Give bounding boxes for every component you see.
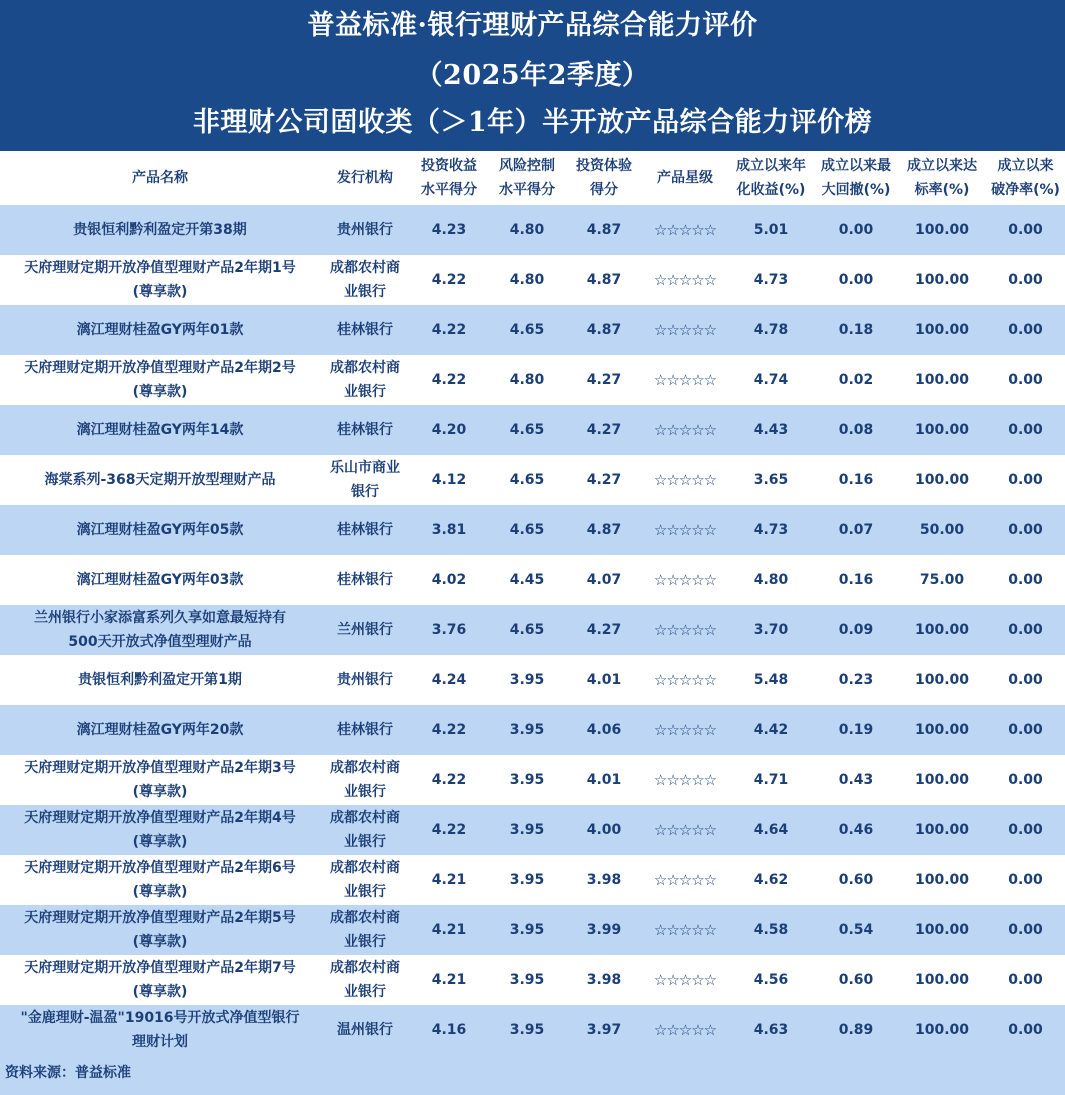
hit-rate: 100.00 [914,972,970,988]
star-icon: ☆☆☆☆☆ [653,921,717,939]
star-rating [642,305,728,355]
max-drawdown: 0.16 [838,572,874,588]
risk-score: 3.95 [509,922,545,938]
star-rating [642,805,728,855]
return-score: 4.21 [431,972,467,988]
risk-score: 3.95 [509,672,545,688]
break-rate: 0.00 [1008,872,1043,888]
star-icon: ☆☆☆☆☆ [653,371,717,389]
star-rating [642,355,728,405]
star-icon: ☆☆☆☆☆ [653,671,717,689]
issuer: 成都农村商 业银行 [330,860,400,900]
risk-score: 3.95 [509,972,545,988]
col-header-risk-score: 风险控制 水平得分 [499,158,555,198]
max-drawdown: 0.08 [838,422,874,438]
return-score: 4.22 [431,322,467,338]
experience-score: 4.87 [586,222,622,238]
table-row [0,305,1065,355]
hit-rate: 100.00 [914,622,970,638]
risk-score: 4.65 [509,322,545,338]
break-rate: 0.00 [1008,1022,1043,1038]
col-header-star-rating: 产品星级 [657,170,713,186]
star-icon: ☆☆☆☆☆ [653,471,717,489]
annual-return: 4.73 [753,522,789,538]
risk-score: 3.95 [509,772,545,788]
hit-rate: 100.00 [914,472,970,488]
table-row [0,455,1065,505]
star-icon: ☆☆☆☆☆ [653,721,717,739]
experience-score: 3.99 [586,922,622,938]
col-header-issuer: 发行机构 [337,170,393,186]
table-row [0,405,1065,455]
annual-return: 4.62 [753,872,789,888]
risk-score: 4.65 [509,622,545,638]
issuer: 桂林银行 [337,422,393,438]
break-rate: 0.00 [1008,522,1043,538]
experience-score: 3.97 [586,1022,622,1038]
break-rate: 0.00 [1008,922,1043,938]
star-icon: ☆☆☆☆☆ [653,871,717,889]
issuer: 兰州银行 [337,622,393,638]
experience-score: 4.01 [586,772,622,788]
star-icon: ☆☆☆☆☆ [653,971,717,989]
max-drawdown: 0.89 [838,1022,874,1038]
star-rating [642,1005,728,1055]
star-icon: ☆☆☆☆☆ [653,621,717,639]
star-rating [642,755,728,805]
risk-score: 4.80 [509,222,545,238]
experience-score: 4.27 [586,472,622,488]
star-icon: ☆☆☆☆☆ [653,571,717,589]
star-rating [642,555,728,605]
return-score: 4.16 [431,1022,467,1038]
annual-return: 4.58 [753,922,789,938]
product-name: 天府理财定期开放净值型理财产品2年期7号 (尊享款) [24,960,296,1000]
experience-score: 4.87 [586,322,622,338]
experience-score: 3.98 [586,972,622,988]
hit-rate: 100.00 [914,1022,970,1038]
break-rate: 0.00 [1008,472,1043,488]
issuer: 成都农村商 业银行 [330,810,400,850]
table-row [0,1005,1065,1055]
star-icon: ☆☆☆☆☆ [653,321,717,339]
max-drawdown: 0.09 [838,622,874,638]
annual-return: 4.64 [753,822,789,838]
experience-score: 4.01 [586,672,622,688]
risk-score: 3.95 [509,722,545,738]
experience-score: 4.07 [586,572,622,588]
title-line-1: 普益标准·银行理财产品综合能力评价 [307,10,758,41]
max-drawdown: 0.16 [838,472,874,488]
return-score: 4.22 [431,272,467,288]
star-rating [642,455,728,505]
product-name: 漓江理财桂盈GY两年05款 [76,522,244,538]
max-drawdown: 0.07 [838,522,874,538]
hit-rate: 100.00 [914,922,970,938]
return-score: 3.81 [431,522,467,538]
hit-rate: 75.00 [919,572,965,588]
return-score: 4.21 [431,872,467,888]
break-rate: 0.00 [1008,422,1043,438]
annual-return: 4.78 [753,322,789,338]
title-line-2: （2025年2季度） [415,60,650,91]
hit-rate: 100.00 [914,272,970,288]
star-rating [642,605,728,655]
product-name: 海棠系列-368天定期开放型理财产品 [44,472,276,488]
max-drawdown: 0.54 [838,922,874,938]
table-row [0,855,1065,905]
star-rating [642,255,728,305]
star-rating [642,705,728,755]
col-header-product-name: 产品名称 [132,170,188,186]
star-rating [642,205,728,255]
experience-score: 4.06 [586,722,622,738]
break-rate: 0.00 [1008,572,1043,588]
issuer: 桂林银行 [337,322,393,338]
star-rating [642,405,728,455]
break-rate: 0.00 [1008,822,1043,838]
table-row [0,705,1065,755]
annual-return: 4.74 [753,372,789,388]
star-icon: ☆☆☆☆☆ [653,271,717,289]
star-icon: ☆☆☆☆☆ [653,771,717,789]
risk-score: 3.95 [509,822,545,838]
experience-score: 4.00 [586,822,622,838]
risk-score: 4.80 [509,372,545,388]
product-name: 漓江理财桂盈GY两年01款 [76,322,244,338]
col-header-annual-return: 成立以来年 化收益(%) [736,158,806,198]
table-row [0,355,1065,405]
product-name: 漓江理财桂盈GY两年14款 [76,422,244,438]
product-name: 漓江理财桂盈GY两年03款 [76,572,244,588]
max-drawdown: 0.46 [838,822,874,838]
return-score: 4.24 [431,672,467,688]
issuer: 贵州银行 [337,222,393,238]
break-rate: 0.00 [1008,622,1043,638]
risk-score: 4.45 [509,572,545,588]
issuer: 温州银行 [337,1022,393,1038]
annual-return: 4.71 [753,772,789,788]
star-icon: ☆☆☆☆☆ [653,821,717,839]
break-rate: 0.00 [1008,272,1043,288]
col-header-experience-score: 投资体验 得分 [576,158,632,198]
title-line-3: 非理财公司固收类（＞1年）半开放产品综合能力评价榜 [192,107,873,138]
annual-return: 5.01 [753,222,789,238]
hit-rate: 100.00 [914,222,970,238]
break-rate: 0.00 [1008,972,1043,988]
annual-return: 5.48 [753,672,789,688]
max-drawdown: 0.60 [838,872,874,888]
risk-score: 4.65 [509,472,545,488]
table-row [0,755,1065,805]
issuer: 成都农村商 业银行 [330,960,400,1000]
experience-score: 4.27 [586,622,622,638]
product-name: 天府理财定期开放净值型理财产品2年期3号 (尊享款) [24,760,296,800]
return-score: 4.20 [431,422,467,438]
table-row [0,655,1065,705]
product-name: 贵银恒利黔利盈定开第1期 [78,672,242,688]
experience-score: 4.87 [586,272,622,288]
col-header-return-score: 投资收益 水平得分 [421,158,477,198]
table-row [0,805,1065,855]
return-score: 4.23 [431,222,467,238]
title-banner [0,0,1065,151]
break-rate: 0.00 [1008,372,1043,388]
break-rate: 0.00 [1008,722,1043,738]
max-drawdown: 0.19 [838,722,874,738]
product-name: "金鹿理财-温盈"19016号开放式净值型银行 理财计划 [20,1010,300,1050]
col-header-max-drawdown: 成立以来最 大回撤(%) [821,158,891,198]
experience-score: 4.27 [586,422,622,438]
star-icon: ☆☆☆☆☆ [653,521,717,539]
issuer: 桂林银行 [337,572,393,588]
table-row [0,255,1065,305]
hit-rate: 100.00 [914,722,970,738]
risk-score: 4.65 [509,422,545,438]
return-score: 4.12 [431,472,467,488]
risk-score: 4.80 [509,272,545,288]
source-note: 资料来源：普益标准 [5,1065,131,1081]
risk-score: 3.95 [509,1022,545,1038]
issuer: 桂林银行 [337,722,393,738]
star-icon: ☆☆☆☆☆ [653,1021,717,1039]
max-drawdown: 0.18 [838,322,874,338]
issuer: 成都农村商 业银行 [330,910,400,950]
table-row [0,555,1065,605]
break-rate: 0.00 [1008,672,1043,688]
issuer: 乐山市商业 银行 [330,460,400,500]
experience-score: 3.98 [586,872,622,888]
star-rating [642,655,728,705]
hit-rate: 100.00 [914,422,970,438]
return-score: 4.22 [431,372,467,388]
table-row [0,605,1065,655]
product-name: 天府理财定期开放净值型理财产品2年期2号 (尊享款) [24,360,296,400]
star-rating [642,905,728,955]
col-header-break-rate: 成立以来 破净率(%) [991,158,1060,198]
max-drawdown: 0.23 [838,672,874,688]
return-score: 3.76 [431,622,467,638]
annual-return: 3.65 [753,472,789,488]
annual-return: 4.56 [753,972,789,988]
return-score: 4.22 [431,772,467,788]
issuer: 贵州银行 [337,672,393,688]
product-name: 天府理财定期开放净值型理财产品2年期1号 (尊享款) [24,260,296,300]
annual-return: 4.43 [753,422,789,438]
product-name: 漓江理财桂盈GY两年20款 [76,722,244,738]
table-row [0,905,1065,955]
risk-score: 4.65 [509,522,545,538]
col-header-hit-rate: 成立以来达 标率(%) [907,158,977,198]
product-name: 兰州银行小家添富系列久享如意最短持有 500天开放式净值型理财产品 [34,610,286,650]
product-name: 天府理财定期开放净值型理财产品2年期6号 (尊享款) [24,860,296,900]
max-drawdown: 0.00 [838,272,874,288]
break-rate: 0.00 [1008,222,1043,238]
max-drawdown: 0.00 [838,222,874,238]
product-name: 天府理财定期开放净值型理财产品2年期4号 (尊享款) [24,810,296,850]
hit-rate: 50.00 [919,522,965,538]
star-rating [642,505,728,555]
star-icon: ☆☆☆☆☆ [653,221,717,239]
table-row [0,205,1065,255]
hit-rate: 100.00 [914,372,970,388]
annual-return: 4.42 [753,722,789,738]
risk-score: 3.95 [509,872,545,888]
issuer: 桂林银行 [337,522,393,538]
source-footer [0,1054,1065,1095]
annual-return: 4.63 [753,1022,789,1038]
return-score: 4.02 [431,572,467,588]
hit-rate: 100.00 [914,872,970,888]
annual-return: 4.80 [753,572,789,588]
issuer: 成都农村商 业银行 [330,760,400,800]
experience-score: 4.27 [586,372,622,388]
experience-score: 4.87 [586,522,622,538]
product-name: 天府理财定期开放净值型理财产品2年期5号 (尊享款) [24,910,296,950]
issuer: 成都农村商 业银行 [330,260,400,300]
table-row [0,505,1065,555]
hit-rate: 100.00 [914,822,970,838]
return-score: 4.21 [431,922,467,938]
issuer: 成都农村商 业银行 [330,360,400,400]
table-header-row [0,151,1065,205]
hit-rate: 100.00 [914,322,970,338]
return-score: 4.22 [431,822,467,838]
return-score: 4.22 [431,722,467,738]
star-rating [642,955,728,1005]
annual-return: 3.70 [753,622,789,638]
hit-rate: 100.00 [914,672,970,688]
hit-rate: 100.00 [914,772,970,788]
table-row [0,955,1065,1005]
max-drawdown: 0.60 [838,972,874,988]
max-drawdown: 0.02 [838,372,874,388]
star-icon: ☆☆☆☆☆ [653,421,717,439]
star-rating [642,855,728,905]
break-rate: 0.00 [1008,772,1043,788]
product-name: 贵银恒利黔利盈定开第38期 [73,222,247,238]
break-rate: 0.00 [1008,322,1043,338]
annual-return: 4.73 [753,272,789,288]
max-drawdown: 0.43 [838,772,874,788]
